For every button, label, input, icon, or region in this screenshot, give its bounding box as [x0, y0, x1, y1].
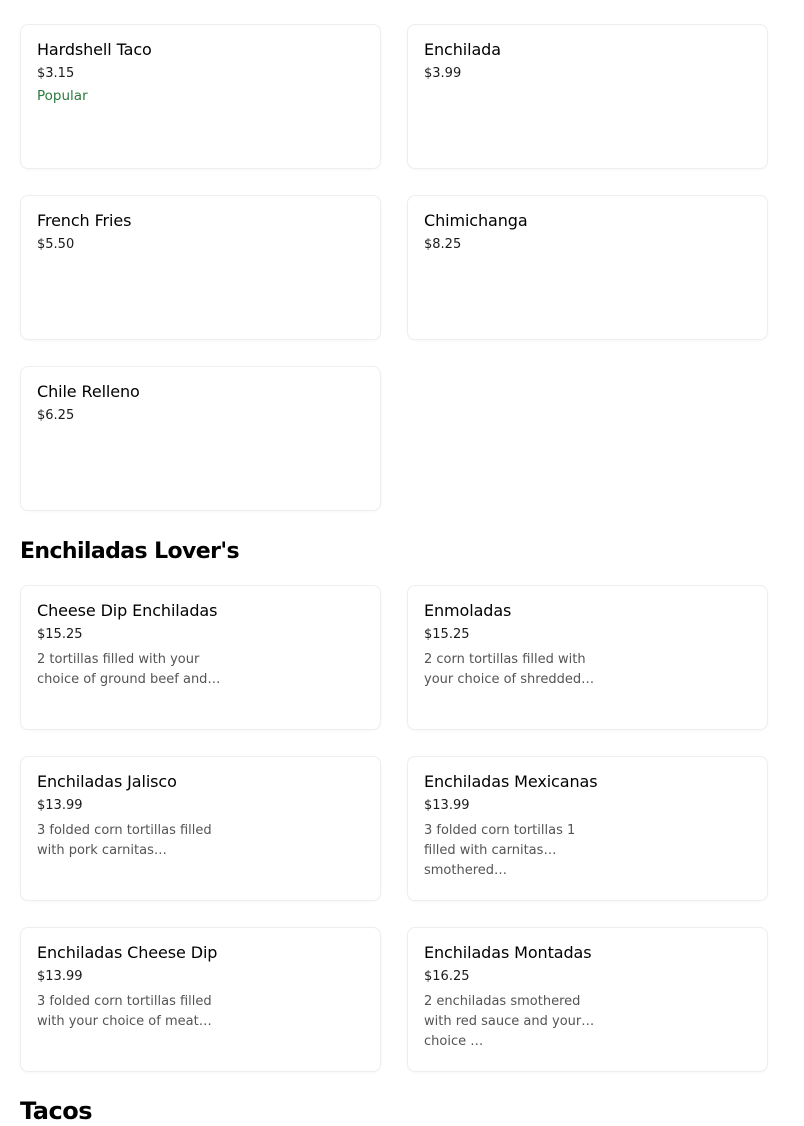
menu-item-description: 2 corn tortillas filled with your choice of shredded…	[424, 652, 595, 687]
menu-item-price: $13.99	[37, 969, 83, 984]
menu-item-price: $5.50	[37, 237, 75, 252]
popular-badge: Popular	[37, 88, 88, 104]
menu-item-description: 2 tortillas filled with your choice of ground beef and…	[37, 652, 221, 687]
menu-item-description: 3 folded corn tortillas filled with your choice of meat…	[37, 994, 212, 1029]
menu-item-name: Enchiladas Cheese Dip	[37, 943, 218, 962]
menu-item-card-chimichanga[interactable]	[407, 195, 768, 340]
menu-item-card-cheese-dip-enchiladas[interactable]	[20, 585, 381, 730]
menu-item-card-enchiladas-jalisco[interactable]	[20, 756, 381, 901]
menu-item-name: Chimichanga	[424, 211, 528, 230]
menu-item-price: $6.25	[37, 408, 75, 423]
menu-item-name: Enmoladas	[424, 601, 512, 620]
menu-item-card-enchiladas-cheese-dip[interactable]	[20, 927, 381, 1072]
menu-item-card-chile-relleno[interactable]	[20, 366, 381, 511]
menu-item-name: Enchiladas Jalisco	[37, 772, 177, 791]
menu-item-name: Enchilada	[424, 40, 501, 59]
menu-item-description: 3 folded corn tortillas filled with pork carnitas…	[37, 823, 212, 858]
menu-item-name: Enchiladas Montadas	[424, 943, 592, 962]
section-title-enchiladas-lovers: Enchiladas Lover's	[20, 539, 239, 564]
menu-item-name: Hardshell Taco	[37, 40, 152, 59]
menu-item-name: Chile Relleno	[37, 382, 140, 401]
menu-item-price: $13.99	[424, 798, 470, 813]
menu-item-card-hardshell-taco[interactable]	[20, 24, 381, 169]
menu-item-price: $15.25	[37, 627, 83, 642]
menu-item-price: $16.25	[424, 969, 470, 984]
menu-item-card-enchiladas-montadas[interactable]	[407, 927, 768, 1072]
menu-item-card-enchiladas-mexicanas[interactable]	[407, 756, 768, 901]
menu-item-price: $13.99	[37, 798, 83, 813]
menu-item-card-french-fries[interactable]	[20, 195, 381, 340]
menu-item-price: $8.25	[424, 237, 462, 252]
menu-item-description: 2 enchiladas smothered with red sauce and your choice …	[424, 994, 582, 1049]
menu-item-price: $15.25	[424, 627, 470, 642]
menu-item-name: Enchiladas Mexicanas	[424, 772, 598, 791]
menu-item-description: 3 folded corn tortillas 1 filled with carnitas smothered…	[424, 823, 576, 878]
menu-item-name: French Fries	[37, 211, 132, 230]
menu-item-price: $3.99	[424, 66, 462, 81]
menu-item-name: Cheese Dip Enchiladas	[37, 601, 218, 620]
menu-item-price: $3.15	[37, 66, 75, 81]
menu-item-card-enmoladas[interactable]	[407, 585, 768, 730]
next-section-title: Tacos	[20, 1097, 92, 1125]
menu-item-card-enchilada[interactable]	[407, 24, 768, 169]
